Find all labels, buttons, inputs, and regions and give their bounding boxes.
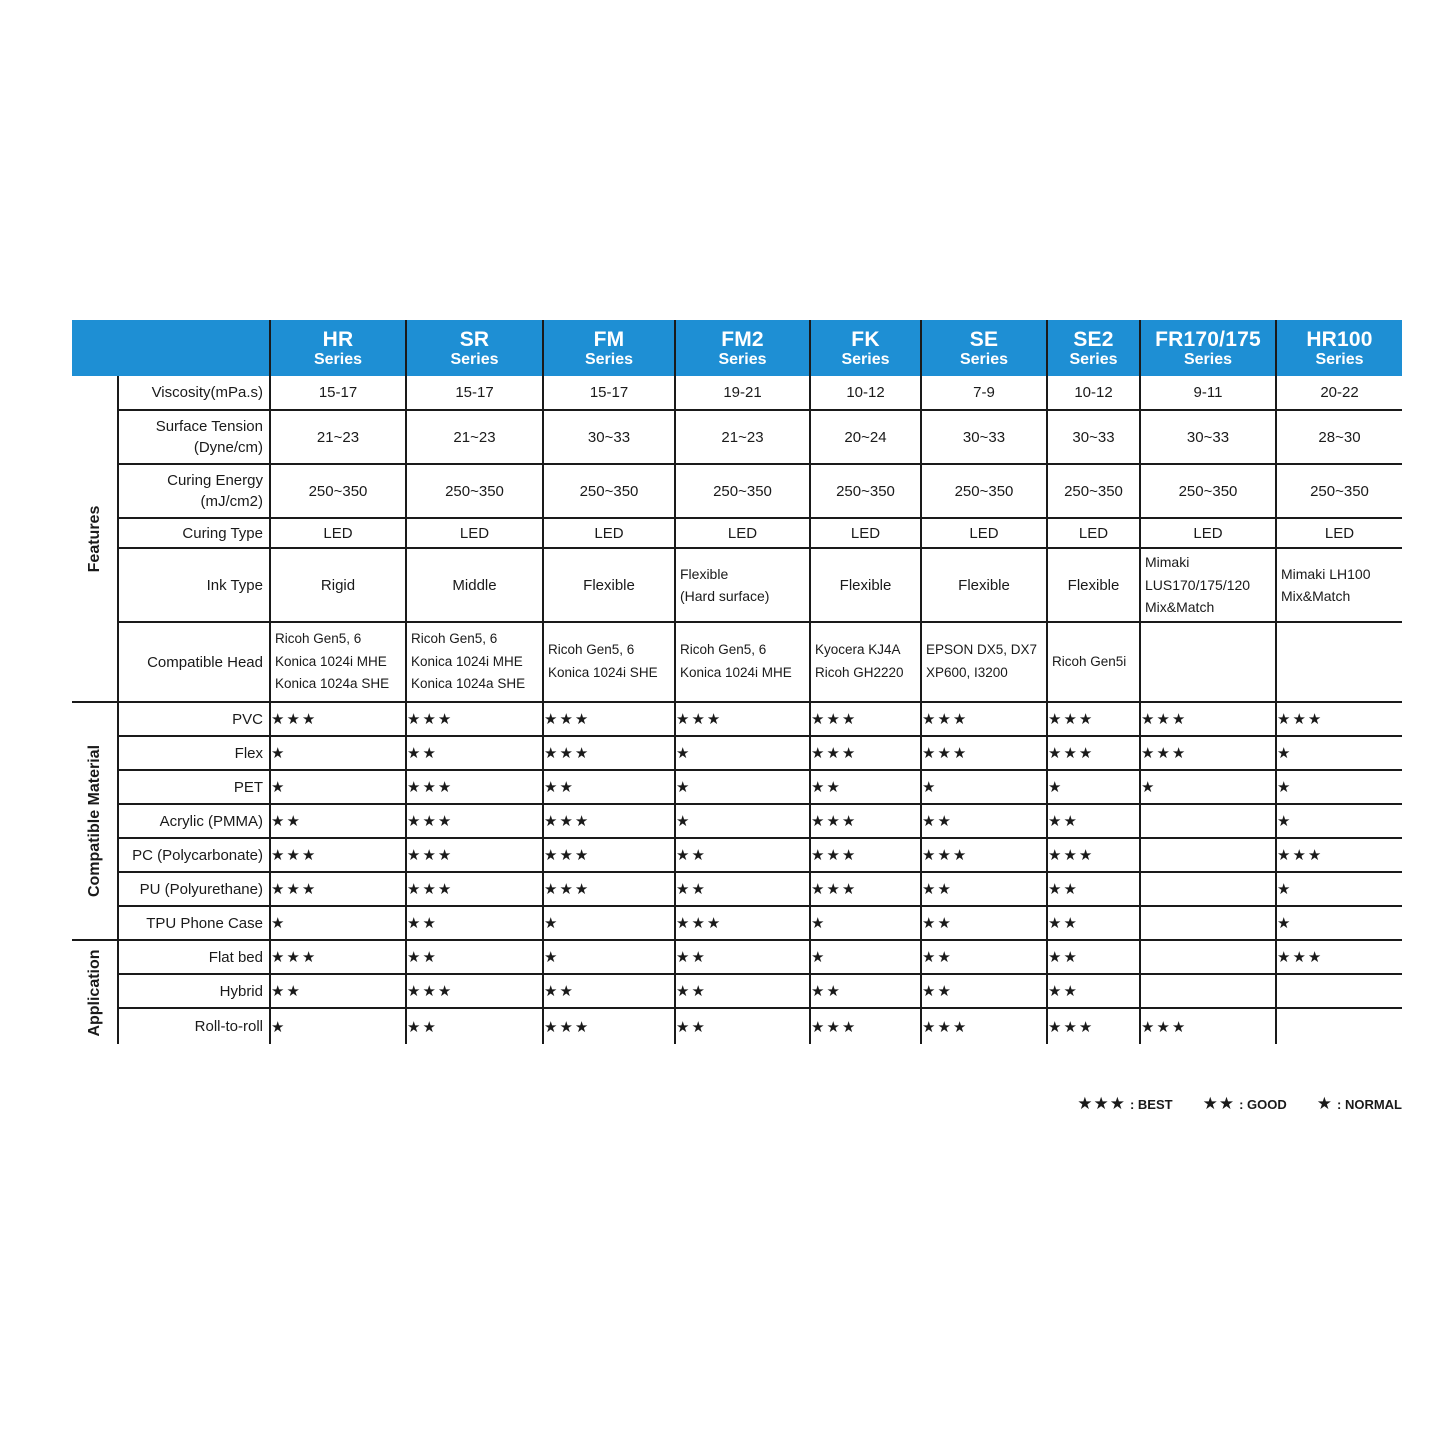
star-rating: ★★★ (1276, 838, 1402, 872)
star-rating: ★★ (1047, 940, 1140, 974)
star-rating: ★★★ (675, 906, 810, 940)
group-label-application: Application (85, 948, 103, 1037)
cell-value: LED (1140, 518, 1276, 548)
star-rating: ★ (543, 940, 675, 974)
application-row-roll-to-roll (72, 1008, 1402, 1044)
cell-value: EPSON DX5, DX7 XP600, I3200 (921, 622, 1047, 702)
cell-value (1276, 622, 1402, 702)
star-rating: ★ (270, 1008, 406, 1044)
material-row-tpu (72, 906, 1402, 940)
star-rating: ★★ (675, 974, 810, 1008)
material-row-pc (72, 838, 1402, 872)
row-label: Surface Tension (Dyne/cm) (118, 410, 270, 464)
star-rating: ★★ (675, 940, 810, 974)
star-rating (1140, 906, 1276, 940)
legend-stars: ★ (1316, 1094, 1333, 1113)
star-rating: ★★★ (406, 804, 543, 838)
cell-value: Mimaki LH100 Mix&Match (1276, 548, 1402, 622)
star-rating: ★★ (406, 1008, 543, 1044)
cell-value: 10-12 (810, 376, 921, 410)
star-rating: ★★ (921, 974, 1047, 1008)
feature-row-compatible-head (72, 622, 1402, 702)
row-label: Hybrid (118, 974, 270, 1008)
star-rating: ★★ (543, 974, 675, 1008)
cell-value: Ricoh Gen5, 6 Konica 1024i MHE Konica 1024a SHE (406, 622, 543, 702)
material-row-pu (72, 872, 1402, 906)
cell-value: 250~350 (1276, 464, 1402, 518)
star-rating: ★★★ (406, 872, 543, 906)
star-rating: ★★★ (543, 736, 675, 770)
cell-value: 30~33 (543, 410, 675, 464)
ink-comparison-table (72, 320, 1402, 1044)
cell-value: 21~23 (406, 410, 543, 464)
series-header-se (921, 320, 1047, 376)
star-rating (1276, 1008, 1402, 1044)
series-header-fm2 (675, 320, 810, 376)
star-rating: ★★ (921, 804, 1047, 838)
row-label: Curing Type (118, 518, 270, 548)
series-header-fk (810, 320, 921, 376)
star-rating: ★★ (810, 974, 921, 1008)
feature-row-ink-type (72, 548, 1402, 622)
cell-value: Flexible (1047, 548, 1140, 622)
star-rating (1140, 940, 1276, 974)
feature-row-surface-tension (72, 410, 1402, 464)
legend-stars: ★★★ (1077, 1094, 1126, 1113)
series-name: FM2 (721, 327, 764, 351)
material-row-acrylic (72, 804, 1402, 838)
cell-value: Middle (406, 548, 543, 622)
cell-value: 30~33 (1047, 410, 1140, 464)
star-rating: ★★★ (406, 770, 543, 804)
star-rating: ★★ (675, 838, 810, 872)
cell-value: Kyocera KJ4A Ricoh GH2220 (810, 622, 921, 702)
star-rating: ★★★ (921, 736, 1047, 770)
group-label-features: Features (85, 505, 103, 572)
star-rating: ★ (1276, 736, 1402, 770)
star-rating: ★★★ (1276, 940, 1402, 974)
cell-value: LED (1276, 518, 1402, 548)
series-header-fm (543, 320, 675, 376)
series-subtitle: Series (1183, 350, 1233, 368)
cell-value: Flexible (Hard surface) (675, 548, 810, 622)
cell-value: 15-17 (270, 376, 406, 410)
star-rating: ★ (921, 770, 1047, 804)
star-rating: ★ (675, 770, 810, 804)
legend-item-normal (1317, 1094, 1402, 1114)
feature-row-curing-energy (72, 464, 1402, 518)
star-rating: ★★★ (1140, 702, 1276, 736)
series-subtitle: Series (450, 350, 499, 368)
star-rating: ★ (1276, 906, 1402, 940)
application-row-flat-bed (72, 940, 1402, 974)
row-label: Flat bed (118, 940, 270, 974)
star-rating: ★★ (675, 1008, 810, 1044)
star-rating: ★★★ (1140, 1008, 1276, 1044)
star-rating: ★★ (1047, 804, 1140, 838)
star-rating: ★★★ (1140, 736, 1276, 770)
group-application (72, 940, 118, 1044)
series-header-fr170 (1140, 320, 1276, 376)
star-rating: ★★★ (1047, 702, 1140, 736)
feature-row-viscosity (72, 376, 1402, 410)
star-rating: ★★★ (406, 702, 543, 736)
star-rating: ★★★ (270, 702, 406, 736)
star-rating: ★★★ (1276, 702, 1402, 736)
cell-value: 250~350 (1047, 464, 1140, 518)
star-rating: ★★★ (810, 736, 921, 770)
cell-value: Ricoh Gen5, 6 Konica 1024i MHE (675, 622, 810, 702)
star-rating: ★★ (270, 804, 406, 838)
star-rating: ★★ (921, 872, 1047, 906)
group-features (72, 376, 118, 702)
star-rating: ★ (1140, 770, 1276, 804)
star-rating (1140, 838, 1276, 872)
row-label: TPU Phone Case (118, 906, 270, 940)
series-name: FR170/175 (1155, 327, 1261, 351)
application-row-hybrid (72, 974, 1402, 1008)
legend-text: : BEST (1129, 1096, 1173, 1112)
cell-value: Flexible (543, 548, 675, 622)
star-rating (1140, 804, 1276, 838)
star-rating: ★★★ (810, 804, 921, 838)
series-name: SR (459, 327, 490, 351)
star-rating: ★★ (921, 940, 1047, 974)
cell-value: 250~350 (270, 464, 406, 518)
star-rating: ★★★ (921, 702, 1047, 736)
star-rating: ★★★ (543, 1008, 675, 1044)
row-label: Roll-to-roll (118, 1008, 270, 1044)
star-rating: ★ (270, 906, 406, 940)
cell-value: 250~350 (921, 464, 1047, 518)
star-rating: ★★ (543, 770, 675, 804)
star-rating: ★★ (270, 974, 406, 1008)
star-rating: ★★★ (1047, 736, 1140, 770)
legend-text: : GOOD (1239, 1096, 1287, 1112)
star-rating (1276, 974, 1402, 1008)
star-rating: ★★ (406, 940, 543, 974)
series-name: SE (969, 327, 999, 351)
star-rating: ★ (1276, 770, 1402, 804)
cell-value: LED (1047, 518, 1140, 548)
star-rating: ★★★ (810, 872, 921, 906)
cell-value: 21~23 (675, 410, 810, 464)
star-rating: ★★★ (921, 1008, 1047, 1044)
legend-text: : NORMAL (1337, 1096, 1402, 1112)
star-rating: ★★★ (810, 702, 921, 736)
series-header-row (72, 320, 1402, 376)
cell-value: LED (270, 518, 406, 548)
series-name: HR100 (1306, 327, 1373, 351)
star-rating: ★★★ (406, 838, 543, 872)
star-rating: ★★ (1047, 906, 1140, 940)
series-name: SE2 (1073, 327, 1114, 351)
star-rating: ★★★ (921, 838, 1047, 872)
series-subtitle: Series (1069, 350, 1118, 368)
series-subtitle: Series (313, 350, 363, 368)
star-rating: ★★ (810, 770, 921, 804)
legend-item-best (1077, 1094, 1172, 1114)
cell-value (1140, 622, 1276, 702)
series-subtitle: Series (718, 350, 767, 368)
group-label-material: Compatible Material (85, 744, 103, 898)
series-subtitle: Series (959, 350, 1009, 368)
series-name: FK (851, 327, 880, 351)
cell-value: 15-17 (543, 376, 675, 410)
star-rating: ★★★ (543, 838, 675, 872)
row-label: PET (118, 770, 270, 804)
row-label: Flex (118, 736, 270, 770)
star-rating: ★ (675, 804, 810, 838)
row-label: Ink Type (118, 548, 270, 622)
star-rating: ★★ (1047, 872, 1140, 906)
star-rating: ★ (543, 906, 675, 940)
star-rating (1140, 872, 1276, 906)
cell-value: Flexible (810, 548, 921, 622)
cell-value: 28~30 (1276, 410, 1402, 464)
star-rating: ★ (270, 770, 406, 804)
cell-value: LED (810, 518, 921, 548)
header-corner (72, 320, 270, 376)
rating-legend (1077, 1094, 1402, 1114)
star-rating: ★★★ (406, 974, 543, 1008)
star-rating: ★★ (406, 736, 543, 770)
star-rating: ★★★ (810, 1008, 921, 1044)
star-rating: ★★★ (270, 872, 406, 906)
cell-value: 15-17 (406, 376, 543, 410)
series-header-se2 (1047, 320, 1140, 376)
cell-value: 250~350 (675, 464, 810, 518)
feature-row-curing-type (72, 518, 1402, 548)
cell-value: 10-12 (1047, 376, 1140, 410)
series-header-sr (406, 320, 543, 376)
row-label: Curing Energy (mJ/cm2) (118, 464, 270, 518)
cell-value: 250~350 (406, 464, 543, 518)
star-rating: ★★★ (810, 838, 921, 872)
cell-value: 30~33 (921, 410, 1047, 464)
cell-value: 19-21 (675, 376, 810, 410)
cell-value: Ricoh Gen5i (1047, 622, 1140, 702)
cell-value: 20-22 (1276, 376, 1402, 410)
series-subtitle: Series (1315, 350, 1364, 368)
series-subtitle: Series (584, 350, 634, 368)
cell-value: LED (675, 518, 810, 548)
cell-value: 250~350 (810, 464, 921, 518)
legend-item-good (1203, 1094, 1287, 1114)
star-rating: ★★★ (1047, 838, 1140, 872)
cell-value: LED (406, 518, 543, 548)
star-rating: ★★ (921, 906, 1047, 940)
group-material (72, 702, 118, 940)
row-label: Acrylic (PMMA) (118, 804, 270, 838)
cell-value: Mimaki LUS170/175/120 Mix&Match (1140, 548, 1276, 622)
star-rating: ★★★ (270, 838, 406, 872)
cell-value: 250~350 (1140, 464, 1276, 518)
star-rating: ★★★ (1047, 1008, 1140, 1044)
cell-value: Rigid (270, 548, 406, 622)
cell-value: 250~350 (543, 464, 675, 518)
star-rating: ★★★ (543, 702, 675, 736)
series-subtitle: Series (841, 350, 890, 368)
star-rating (1140, 974, 1276, 1008)
star-rating: ★★ (406, 906, 543, 940)
legend-stars: ★★ (1202, 1094, 1236, 1113)
material-row-pet (72, 770, 1402, 804)
cell-value: 9-11 (1140, 376, 1276, 410)
cell-value: Ricoh Gen5, 6 Konica 1024i SHE (543, 622, 675, 702)
series-header-hr (270, 320, 406, 376)
star-rating: ★★★ (270, 940, 406, 974)
cell-value: Flexible (921, 548, 1047, 622)
cell-value: 20~24 (810, 410, 921, 464)
star-rating: ★★★ (543, 804, 675, 838)
material-row-pvc (72, 702, 1402, 736)
series-name: FM (593, 327, 625, 351)
star-rating: ★★★ (543, 872, 675, 906)
cell-value: Ricoh Gen5, 6 Konica 1024i MHE Konica 1024a SHE (270, 622, 406, 702)
row-label: PU (Polyurethane) (118, 872, 270, 906)
row-label: Viscosity(mPa.s) (118, 376, 270, 410)
star-rating: ★★ (675, 872, 810, 906)
row-label: Compatible Head (118, 622, 270, 702)
star-rating: ★★ (1047, 974, 1140, 1008)
star-rating: ★ (1276, 804, 1402, 838)
star-rating: ★ (1047, 770, 1140, 804)
star-rating: ★ (810, 906, 921, 940)
star-rating: ★ (1276, 872, 1402, 906)
row-label: PVC (118, 702, 270, 736)
star-rating: ★★★ (675, 702, 810, 736)
row-label: PC (Polycarbonate) (118, 838, 270, 872)
series-header-hr100 (1276, 320, 1402, 376)
cell-value: 7-9 (921, 376, 1047, 410)
star-rating: ★ (675, 736, 810, 770)
star-rating: ★ (810, 940, 921, 974)
series-name: HR (322, 327, 354, 351)
cell-value: 21~23 (270, 410, 406, 464)
cell-value: 30~33 (1140, 410, 1276, 464)
material-row-flex (72, 736, 1402, 770)
star-rating: ★ (270, 736, 406, 770)
cell-value: LED (921, 518, 1047, 548)
cell-value: LED (543, 518, 675, 548)
